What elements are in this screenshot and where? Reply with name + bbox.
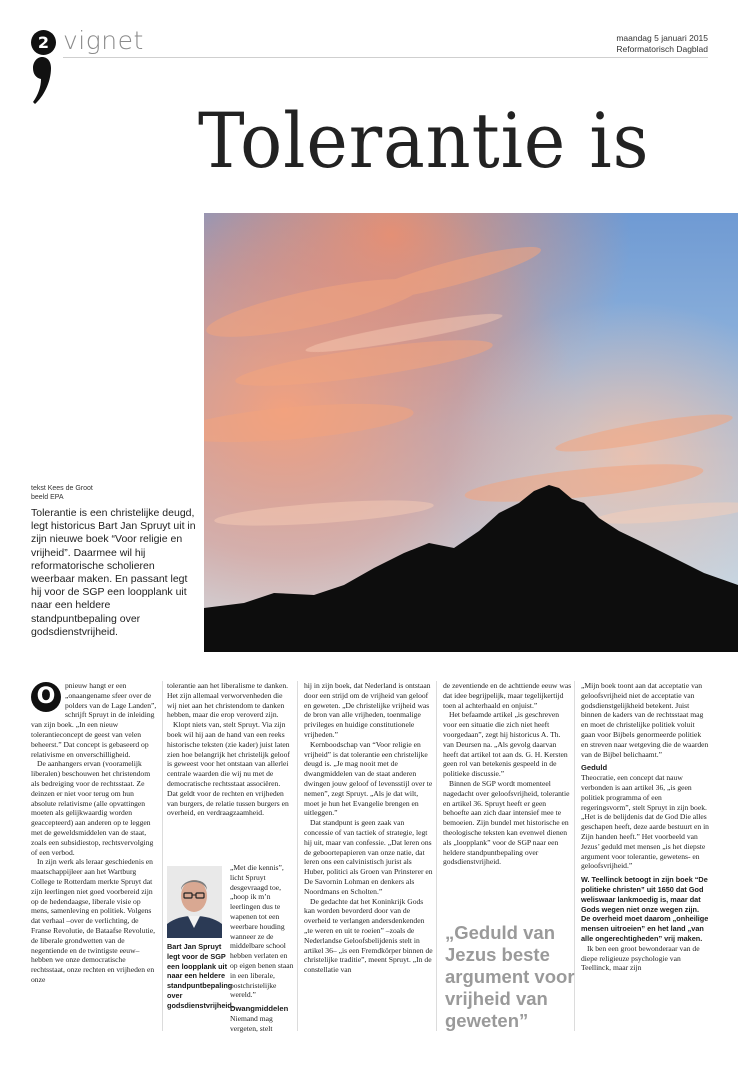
photo-credit: beeld EPA bbox=[31, 494, 64, 501]
article-paragraph: Kernboodschap van “Voor religie en vrijheid” is dat tolerantie een christelijke deugd is. „Je mag nooit met de dwangmiddelen van de staat anderen dwingen jouw geloof of levensstijl over te nemen”, zegt Spruyt. „Als je dat wilt, moet je hun het Evangelie brengen en uitleggen.” bbox=[304, 739, 433, 818]
credits bbox=[31, 484, 93, 502]
publication-name: Reformatorisch Dagblad bbox=[616, 44, 708, 54]
pull-quote: „Geduld van Jezus beste argument voor vrijheid van geweten” bbox=[445, 922, 575, 1031]
article-paragraph: Theocratie, een concept dat nauw verbonden is aan artikel 36, „is geen politiek programma of een regeringsvorm”, stelt Spruyt in zijn boek. „Het is de belijdenis dat de God Die alles geschapen heeft, deze aarde bestuurt en in Zijn handen heeft.” Het voorbeeld van Jezus’ geduld met mensen „is het diepste argument voor tolerantie, gewetens- en geloofsvrijheid.” bbox=[581, 773, 709, 871]
article-paragraph: O pnieuw hangt er een „onaangename sfeer over de polders van de Lage Landen”, schrijft Spruyt in de inleiding van zijn boek. „In een nieuw tolerantieconcept de geest van velen beheerst.” Dat concept is gebaseerd op relativisme en onverschilligheid. bbox=[31, 681, 157, 759]
page-number-badge: 2 bbox=[31, 30, 56, 55]
article-paragraph: Klopt niets van, stelt Spruyt. Via zijn boek wil hij aan de hand van een reeks historische teksten (zie kader) juist laten zien hoe belangrijk het christelijk geloof is geweest voor het ontstaan van allerlei centrale waarden die wij nu met de democratische rechtsstaat associëren. Dat geldt voor de rechten en vrijheden van burgers, de relatie tussen burgers en overheid, en verdraagzaamheid. bbox=[167, 720, 290, 818]
article-paragraph: Binnen de SGP wordt momenteel nagedacht over geloofsvrijheid, tolerantie en artikel 36. Spruyt heeft er geen behoefte aan zich daar intensief mee te bemoeien. Zijn bundel met historische en theologische teksten kan evenwel dienen als „loopplank” voor de SGP naar een heldere standpuntbepaling over godsdienstvrijheid. bbox=[443, 778, 570, 867]
author-credit: tekst Kees de Groot bbox=[31, 485, 93, 492]
article-column-2-wrap bbox=[230, 863, 294, 1034]
article-paragraph: tolerantie aan het liberalisme te danken. Het zijn allemaal verworvenheden die wij niet aan het christendom te danken hebben, maar die erop veroverd zijn. bbox=[167, 681, 289, 720]
article-column-2 bbox=[167, 681, 293, 818]
subheading: Geduld bbox=[581, 763, 608, 773]
headline: Tolerantie is bbox=[198, 96, 650, 185]
dateline bbox=[616, 33, 708, 55]
article-paragraph: de zeventiende en de achttiende eeuw was dat idee begrijpelijk, maar tegelijkertijd toen al achterhaald en onjuist.” bbox=[443, 681, 572, 710]
sunset-mountain-photo bbox=[204, 213, 738, 652]
article-column-1 bbox=[31, 681, 158, 985]
article-paragraph: Dat standpunt is geen zaak van concessie of van tactiek of strategie, legt hij uit, maar van confessie. „Dat leren ons de geboortepapieren van onze natie, dat leren ons een calvinistisch jurist als Huber, politici als Groen van Prinsterer en De Savornin Lohman en denkers als Noordmans en Scholten.” bbox=[304, 818, 433, 896]
article-paragraph: „Mijn boek toont aan dat acceptatie van geloofsvrijheid niet de acceptatie van godsdienstgelijkheid betekent. Juist binnen de kaders van de rechtsstaat mag en moet de christelijke politiek voluit gaan voor Bijbels genormeerde politiek en streven naar wetgeving die de waarden van de Bijbel belichaamt.” bbox=[581, 681, 709, 759]
article-column-5 bbox=[581, 681, 709, 973]
comma-logo-icon bbox=[33, 57, 51, 105]
header-divider bbox=[63, 57, 708, 58]
article-paragraph: hij in zijn boek, dat Nederland is ontstaan door een strijd om de vrijheid van geloof en geweten. „De christelijke vrijheid was de bron van alle vrijheden, toenmalige privileges en huidige constitutionele vrijheden.” bbox=[304, 681, 431, 739]
issue-date: maandag 5 januari 2015 bbox=[616, 33, 708, 43]
section-title: vignet bbox=[63, 26, 144, 55]
article-paragraph: De aanhangers ervan (vooramelijk liberalen) beschouwen het christendom als bedreiging voor de rechtsstaat. Ze deinzen er niet voor terug om hun absolute relativisme (alle opvattingen moeten als gelijkwaardig worden geaccepteerd) aan anderen op te leggen met de geweldsmiddelen van de staat, zoals een subsidiestop, rechtsvervolging of een verbod. bbox=[31, 759, 154, 857]
author-portrait bbox=[167, 866, 222, 938]
article-paragraph-bold: W. Teellinck betoogt in zijn boek “De politieke christen” uit 1650 dat God weliswaar lankmoedig is, maar dat Gods wegen niet onze wegen zijn. De overheid moet daarom „onheilige mensen uitroeien” en het land „van alle ongerechtigheden” vrij maken. bbox=[581, 875, 709, 943]
article-paragraph: „Met die kennis”, licht Spruyt desgevraagd toe, „hoop ik m’n leerlingen dus te wapenen tot een weerbare houding wanneer ze de middelbare school hebben verlaten en op eigen benen staan in een liberale, postchristelijke wereld.” bbox=[230, 863, 294, 1000]
article-column-4 bbox=[443, 681, 572, 867]
portrait-caption: Bart Jan Spruyt legt voor de SGP een loopplank uit naar een heldere standpuntbepaling over godsdienstvrijheid. bbox=[167, 942, 234, 1010]
dropcap: O bbox=[31, 682, 61, 712]
article-paragraph: Ik ben een groot bewonderaar van de diepe religieuze psychologie van Teellinck, maar zijn bbox=[581, 943, 700, 973]
column-divider bbox=[436, 681, 437, 1031]
column-divider bbox=[297, 681, 298, 1031]
article-column-3 bbox=[304, 681, 433, 975]
article-paragraph: Niemand mag vergeten, stelt bbox=[230, 1013, 273, 1033]
article-paragraph: Het befaamde artikel „is geschreven voor een situatie die zich niet heeft voorgedaan”, zegt hij historicus A. Th. van Deursen na. „Als gevolg daarvan heeft dat artikel tot aan ds. G. H. Kersten geen rol van betekenis gespeeld in de politieke discussie.” bbox=[443, 710, 568, 779]
intro-paragraph: Tolerantie is een christelijke deugd, legt historicus Bart Jan Spruyt uit in zijn nieuwe boek “Voor religie en vrijheid”. Daarmee wil hij reformatorische scholieren weerbaar maken. En passant legt hij voor de SGP een loopplank uit naar een heldere standpuntbepaling over godsdienstvrijheid. bbox=[31, 507, 196, 638]
column-divider bbox=[162, 681, 163, 1031]
subheading: Dwangmiddelen bbox=[230, 1004, 289, 1014]
article-paragraph: De gedachte dat het Koninkrijk Gods kan worden bevorderd door van de overheid te verlangen andersdenkenden „te weren en uit te roeien” –zoals de Nederlandse Geloofsbelijdenis stelt in artikel 36– „is een Fremdkörper binnen de christelijke traditie”, meent Spruyt. „In de constellatie van bbox=[304, 896, 433, 975]
article-paragraph: In zijn werk als leraar geschiedenis en maatschappijleer aan het Wartburg College te Rotterdam merkte Spruyt dat zijn leerlingen niet goed voorbereid zijn op de hedendaagse, liberale visie op mens, samenleving en politiek. Volgens dat verhaal –over de verlichting, de Franse Revolutie, de Bataafse Revolutie, de liberale grondwetten van de negentiende en de twintigste eeuw– hebben we onze democratische rechtsstaat, onze rechten en vrijheden en onze bbox=[31, 857, 155, 984]
